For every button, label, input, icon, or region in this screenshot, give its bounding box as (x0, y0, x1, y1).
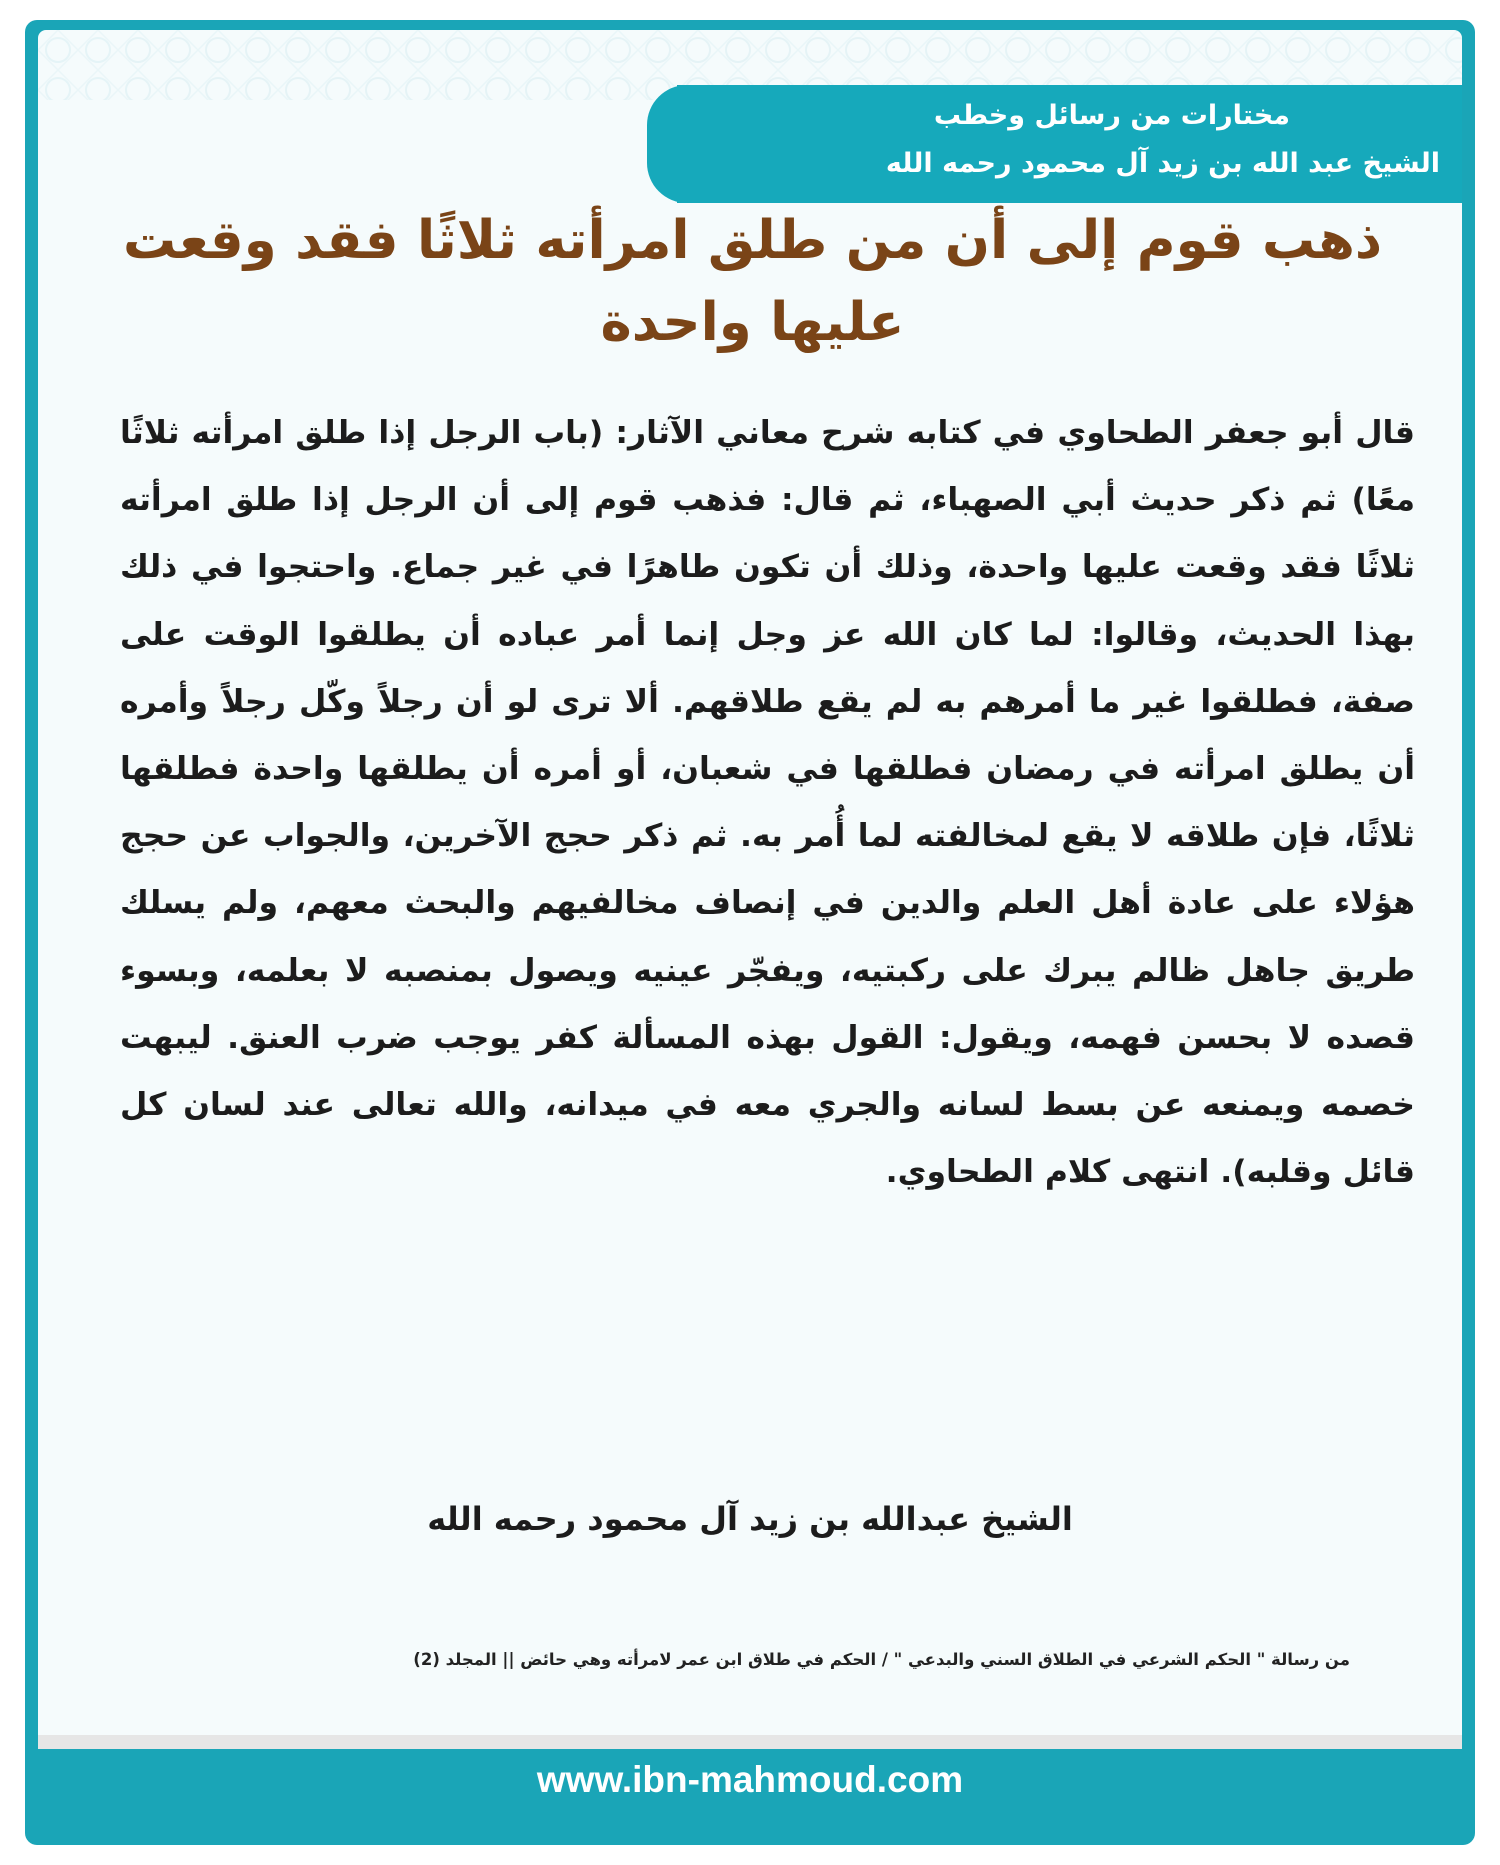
article-title: ذهب قوم إلى أن من طلق امرأته ثلاثًا فقد وقعت عليها واحدة (122, 210, 1383, 353)
footer-divider (38, 1735, 1462, 1749)
header (680, 92, 1440, 188)
header-author: الشيخ عبد الله بن زيد آل محمود رحمه الله (885, 148, 1440, 179)
article-body: قال أبو جعفر الطحاوي في كتابه شرح معاني الآثار: (باب الرجل إذا طلق امرأته ثلاثًا معًا) ثم ذكر حديث أبي الصهباء، ثم قال: فذهب قوم إلى أن الرجل إذا طلق امرأته ثلاثًا فقد وقعت عليها واحدة، وذلك أن تكون طاهرًا في غير جماع. واحتجوا في ذلك بهذا الحديث، وقالوا: لما كان الله عز وجل إنما أمر عباده أن يطلقوا الوقت على صفة، فطلقوا غير ما أمرهم به لم يقع طلاقهم. ألا ترى لو أن رجلاً وكّل رجلاً وأمره أن يطلق امرأته في رمضان فطلقها في شعبان، أو أمره أن يطلقها واحدة فطلقها ثلاثًا، فإن طلاقه لا يقع لمخالفته لما أُمر به. ثم ذكر حجج الآخرين، والجواب عن حجج هؤلاء على عادة أهل العلم والدين في إنصاف مخالفيهم والبحث معهم، ولم يسلك طريق جاهل ظالم يبرك على ركبتيه، ويفجّر عينيه ويصول بمنصبه لا بعلمه، وبسوء قصده لا بحسن فهمه، ويقول: القول بهذه المسألة كفر يوجب ضرب العنق. ليبهت خصمه ويمنعه عن بسط لسانه والجري معه في ميدانه، والله تعالى عند لسان كل قائل وقلبه). انتهى كلام الطحاوي. (120, 415, 1415, 1191)
author-signature: الشيخ عبدالله بن زيد آل محمود رحمه الله (427, 1500, 1073, 1538)
website-link[interactable]: www.ibn-mahmoud.com (536, 1759, 964, 1800)
header-series-title: مختارات من رسائل وخطب (933, 100, 1290, 131)
source-citation: من رسالة " الحكم الشرعي في الطلاق السني والبدعي " / الحكم في طلاق ابن عمر لامرأته وهي حائض || المجلد (2) (413, 1650, 1350, 1669)
